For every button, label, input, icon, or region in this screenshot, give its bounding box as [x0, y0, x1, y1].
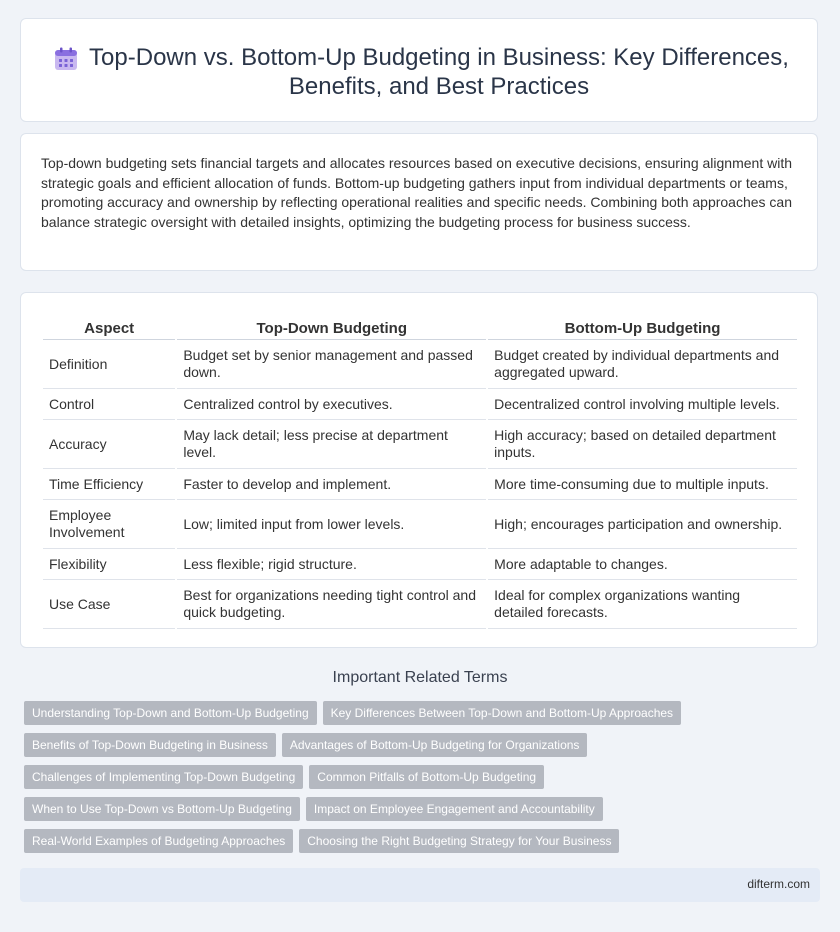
table-row — [43, 420, 797, 469]
related-term-link[interactable]: When to Use Top-Down vs Bottom-Up Budgeting — [24, 797, 300, 821]
intro-paragraph: Top-down budgeting sets financial targets and allocates resources based on executive decisions, ensuring alignment with strategic goals and efficient allocation of funds. Bottom-up budgeting gathers input from individual departments or teams, promoting accuracy and ownership by reflecting operational realities and specific needs. Combining both approaches can balance strategic oversight with detailed insights, optimizing the budgeting process for business success. — [41, 155, 793, 230]
title-card — [20, 18, 818, 122]
top-down-cell: Less flexible; rigid structure. — [177, 549, 486, 580]
header-aspect: Aspect — [43, 315, 175, 340]
aspect-cell: Control — [43, 389, 175, 420]
related-term-link[interactable]: Choosing the Right Budgeting Strategy for Your Business — [299, 829, 619, 853]
table-header-row — [43, 315, 797, 340]
related-term-link[interactable]: Impact on Employee Engagement and Accountability — [306, 797, 603, 821]
header-bottom-up: Bottom-Up Budgeting — [488, 315, 797, 340]
header-top-down: Top-Down Budgeting — [177, 315, 486, 340]
related-term-link[interactable]: Challenges of Implementing Top-Down Budgeting — [24, 765, 303, 789]
table-row — [43, 500, 797, 549]
bottom-up-cell: More adaptable to changes. — [488, 549, 797, 580]
related-term-link[interactable]: Key Differences Between Top-Down and Bottom-Up Approaches — [323, 701, 681, 725]
bottom-up-cell: Budget created by individual departments and aggregated upward. — [488, 340, 797, 389]
bottom-up-cell: High; encourages participation and ownership. — [488, 500, 797, 549]
table-row — [43, 340, 797, 389]
related-term-link[interactable]: Benefits of Top-Down Budgeting in Business — [24, 733, 276, 757]
top-down-cell: Budget set by senior management and passed down. — [177, 340, 486, 389]
aspect-cell: Definition — [43, 340, 175, 389]
page-title: Top-Down vs. Bottom-Up Budgeting in Business: Key Differences, Benefits, and Best Practices — [89, 44, 789, 100]
table-row — [43, 469, 797, 500]
related-terms-heading: Important Related Terms — [332, 669, 508, 686]
bottom-up-cell: More time-consuming due to multiple inputs. — [488, 469, 797, 500]
related-terms-list — [24, 701, 824, 861]
aspect-cell: Flexibility — [43, 549, 175, 580]
bottom-up-cell: Ideal for complex organizations wanting detailed forecasts. — [488, 580, 797, 629]
footer-bar — [20, 868, 820, 902]
aspect-cell: Accuracy — [43, 420, 175, 469]
table-row — [43, 580, 797, 629]
comparison-table — [41, 315, 799, 629]
top-down-cell: Centralized control by executives. — [177, 389, 486, 420]
top-down-cell: Best for organizations needing tight control and quick budgeting. — [177, 580, 486, 629]
top-down-cell: Low; limited input from lower levels. — [177, 500, 486, 549]
related-term-link[interactable]: Common Pitfalls of Bottom-Up Budgeting — [309, 765, 544, 789]
top-down-cell: Faster to develop and implement. — [177, 469, 486, 500]
intro-card — [20, 133, 818, 271]
table-row — [43, 549, 797, 580]
top-down-cell: May lack detail; less precise at department level. — [177, 420, 486, 469]
bottom-up-cell: Decentralized control involving multiple levels. — [488, 389, 797, 420]
aspect-cell: Employee Involvement — [43, 500, 175, 549]
comparison-card — [20, 292, 818, 648]
footer-site-name[interactable]: difterm.com — [747, 877, 810, 891]
bottom-up-cell: High accuracy; based on detailed department inputs. — [488, 420, 797, 469]
related-term-link[interactable]: Real-World Examples of Budgeting Approaches — [24, 829, 293, 853]
related-term-link[interactable]: Advantages of Bottom-Up Budgeting for Organizations — [282, 733, 588, 757]
table-row — [43, 389, 797, 420]
related-term-link[interactable]: Understanding Top-Down and Bottom-Up Budgeting — [24, 701, 317, 725]
aspect-cell: Use Case — [43, 580, 175, 629]
aspect-cell: Time Efficiency — [43, 469, 175, 500]
